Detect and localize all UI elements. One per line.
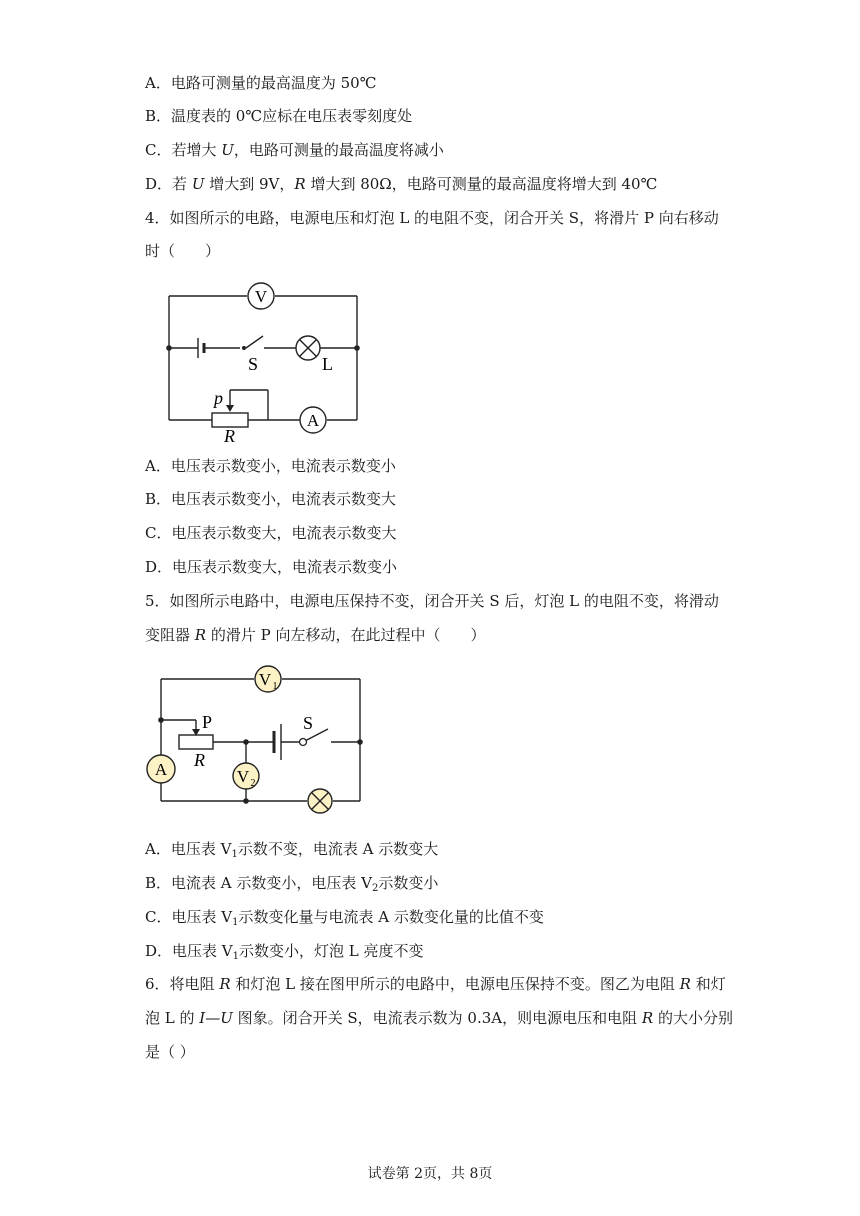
q5-option-d: D．电压表 $V_1$示数变小，灯泡 L 亮度不变 (145, 942, 424, 962)
q3-option-d: D．若 U 增大到 9V，R 增大到 80Ω，电路可测量的最高温度将增大到 40℃ (145, 175, 658, 193)
q4-stem-line2: 时（ ） (145, 242, 221, 260)
q6-stem-line3: 是（ ） (145, 1043, 195, 1061)
q4-resistor-label: R (224, 426, 235, 446)
q5-v1-label: V (258, 670, 272, 689)
q5-option-b: B．电流表 A 示数变小，电压表 $V_2$示数变小 (145, 874, 439, 894)
q5-switch-label: S (303, 713, 314, 733)
q5-option-a: A．电压表 $V_1$示数不变，电流表 A 示数变大 (145, 840, 439, 860)
q3-option-c: C．若增大 U，电路可测量的最高温度将减小 (145, 141, 444, 159)
q3-option-b: B．温度表的 0℃应标在电压表零刻度处 (145, 107, 413, 125)
q4-stem-line1: 4．如图所示的电路，电源电压和灯泡 L 的电阻不变，闭合开关 S，将滑片 P 向右移动 (145, 209, 719, 227)
q4-option-b: B．电压表示数变小，电流表示数变大 (145, 490, 397, 508)
q4-voltmeter-label: V (254, 287, 268, 306)
q5-stem-line2: 变阻器 R 的滑片 P 向左移动，在此过程中（ ） (145, 626, 486, 644)
q4-slider-label: p (214, 388, 223, 408)
q4-option-c: C．电压表示数变大，电流表示数变大 (145, 524, 397, 542)
q4-option-a: A．电压表示数变小，电流表示数变小 (145, 457, 396, 475)
q5-v2-label: V (236, 767, 250, 786)
q5-v2-subscript: 2 (250, 778, 256, 789)
q4-ammeter-label: A (306, 411, 320, 430)
q5-v1-subscript: 1 (272, 681, 278, 692)
q5-stem-line1: 5．如图所示电路中，电源电压保持不变，闭合开关 S 后，灯泡 L 的电阻不变，将滑动 (145, 592, 719, 610)
q4-option-d: D．电压表示数变大，电流表示数变小 (145, 558, 398, 576)
q5-ammeter-label: A (154, 760, 168, 779)
q6-stem-line2: 泡 L 的 I—U 图象。闭合开关 S，电流表示数为 0.3A，则电源电压和电阻 R 的大小分别 (145, 1009, 733, 1027)
q5-option-c: C．电压表 $V_1$示数变化量与电流表 A 示数变化量的比值不变 (145, 908, 544, 928)
q4-lamp-label: L (322, 354, 333, 374)
page-footer: 试卷第 2页，共 8页 (367, 1166, 493, 1182)
q5-slider-label: P (202, 712, 213, 732)
q6-stem-line1: 6．将电阻 R 和灯泡 L 接在图甲所示的电路中，电源电压保持不变。图乙为电阻 R 和灯 (145, 975, 726, 993)
q4-switch-label: S (248, 354, 259, 374)
q5-resistor-label: R (194, 750, 205, 770)
q3-option-a: A．电路可测量的最高温度为 50℃ (145, 74, 377, 92)
